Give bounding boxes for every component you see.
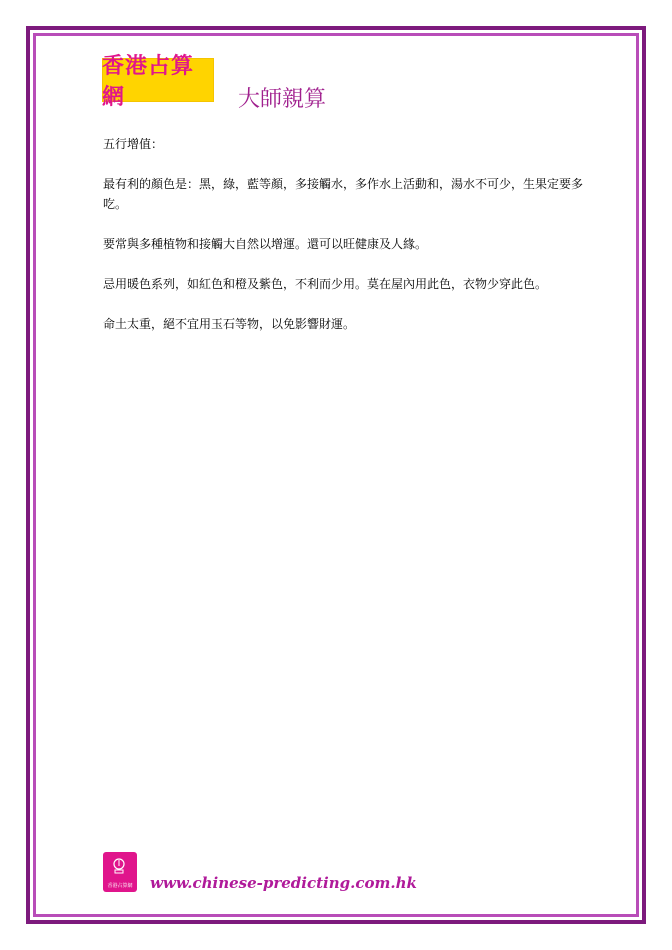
section-heading: 五行增值： xyxy=(103,137,164,151)
paragraph-earth: 命土太重，絕不宜用玉石等物，以免影響財運。 xyxy=(103,317,356,331)
crystal-ball-icon xyxy=(112,857,126,875)
footer-logo-text: 香港占算網 xyxy=(107,883,133,889)
paragraph-avoid-colors: 忌用暖色系列，如紅色和橙及紫色，不利而少用。莫在屋內用此色，衣物少穿此色。 xyxy=(103,277,548,291)
page-title: 大師親算 xyxy=(238,87,327,112)
paragraph-colors: 最有利的顏色是：黑，綠，藍等顏，多接觸水，多作水上活動和，湯水不可少，生果定要多吃。 xyxy=(103,177,584,211)
website-link[interactable]: www.chinese-predicting.com.hk xyxy=(150,874,417,892)
site-logo[interactable] xyxy=(102,53,214,110)
footer-logo[interactable] xyxy=(103,852,137,892)
site-logo-text: 香港占算網 xyxy=(102,53,195,110)
paragraph-plants: 要常與多種植物和接觸大自然以增運。還可以旺健康及人緣。 xyxy=(103,237,428,251)
reading-content xyxy=(103,134,583,354)
